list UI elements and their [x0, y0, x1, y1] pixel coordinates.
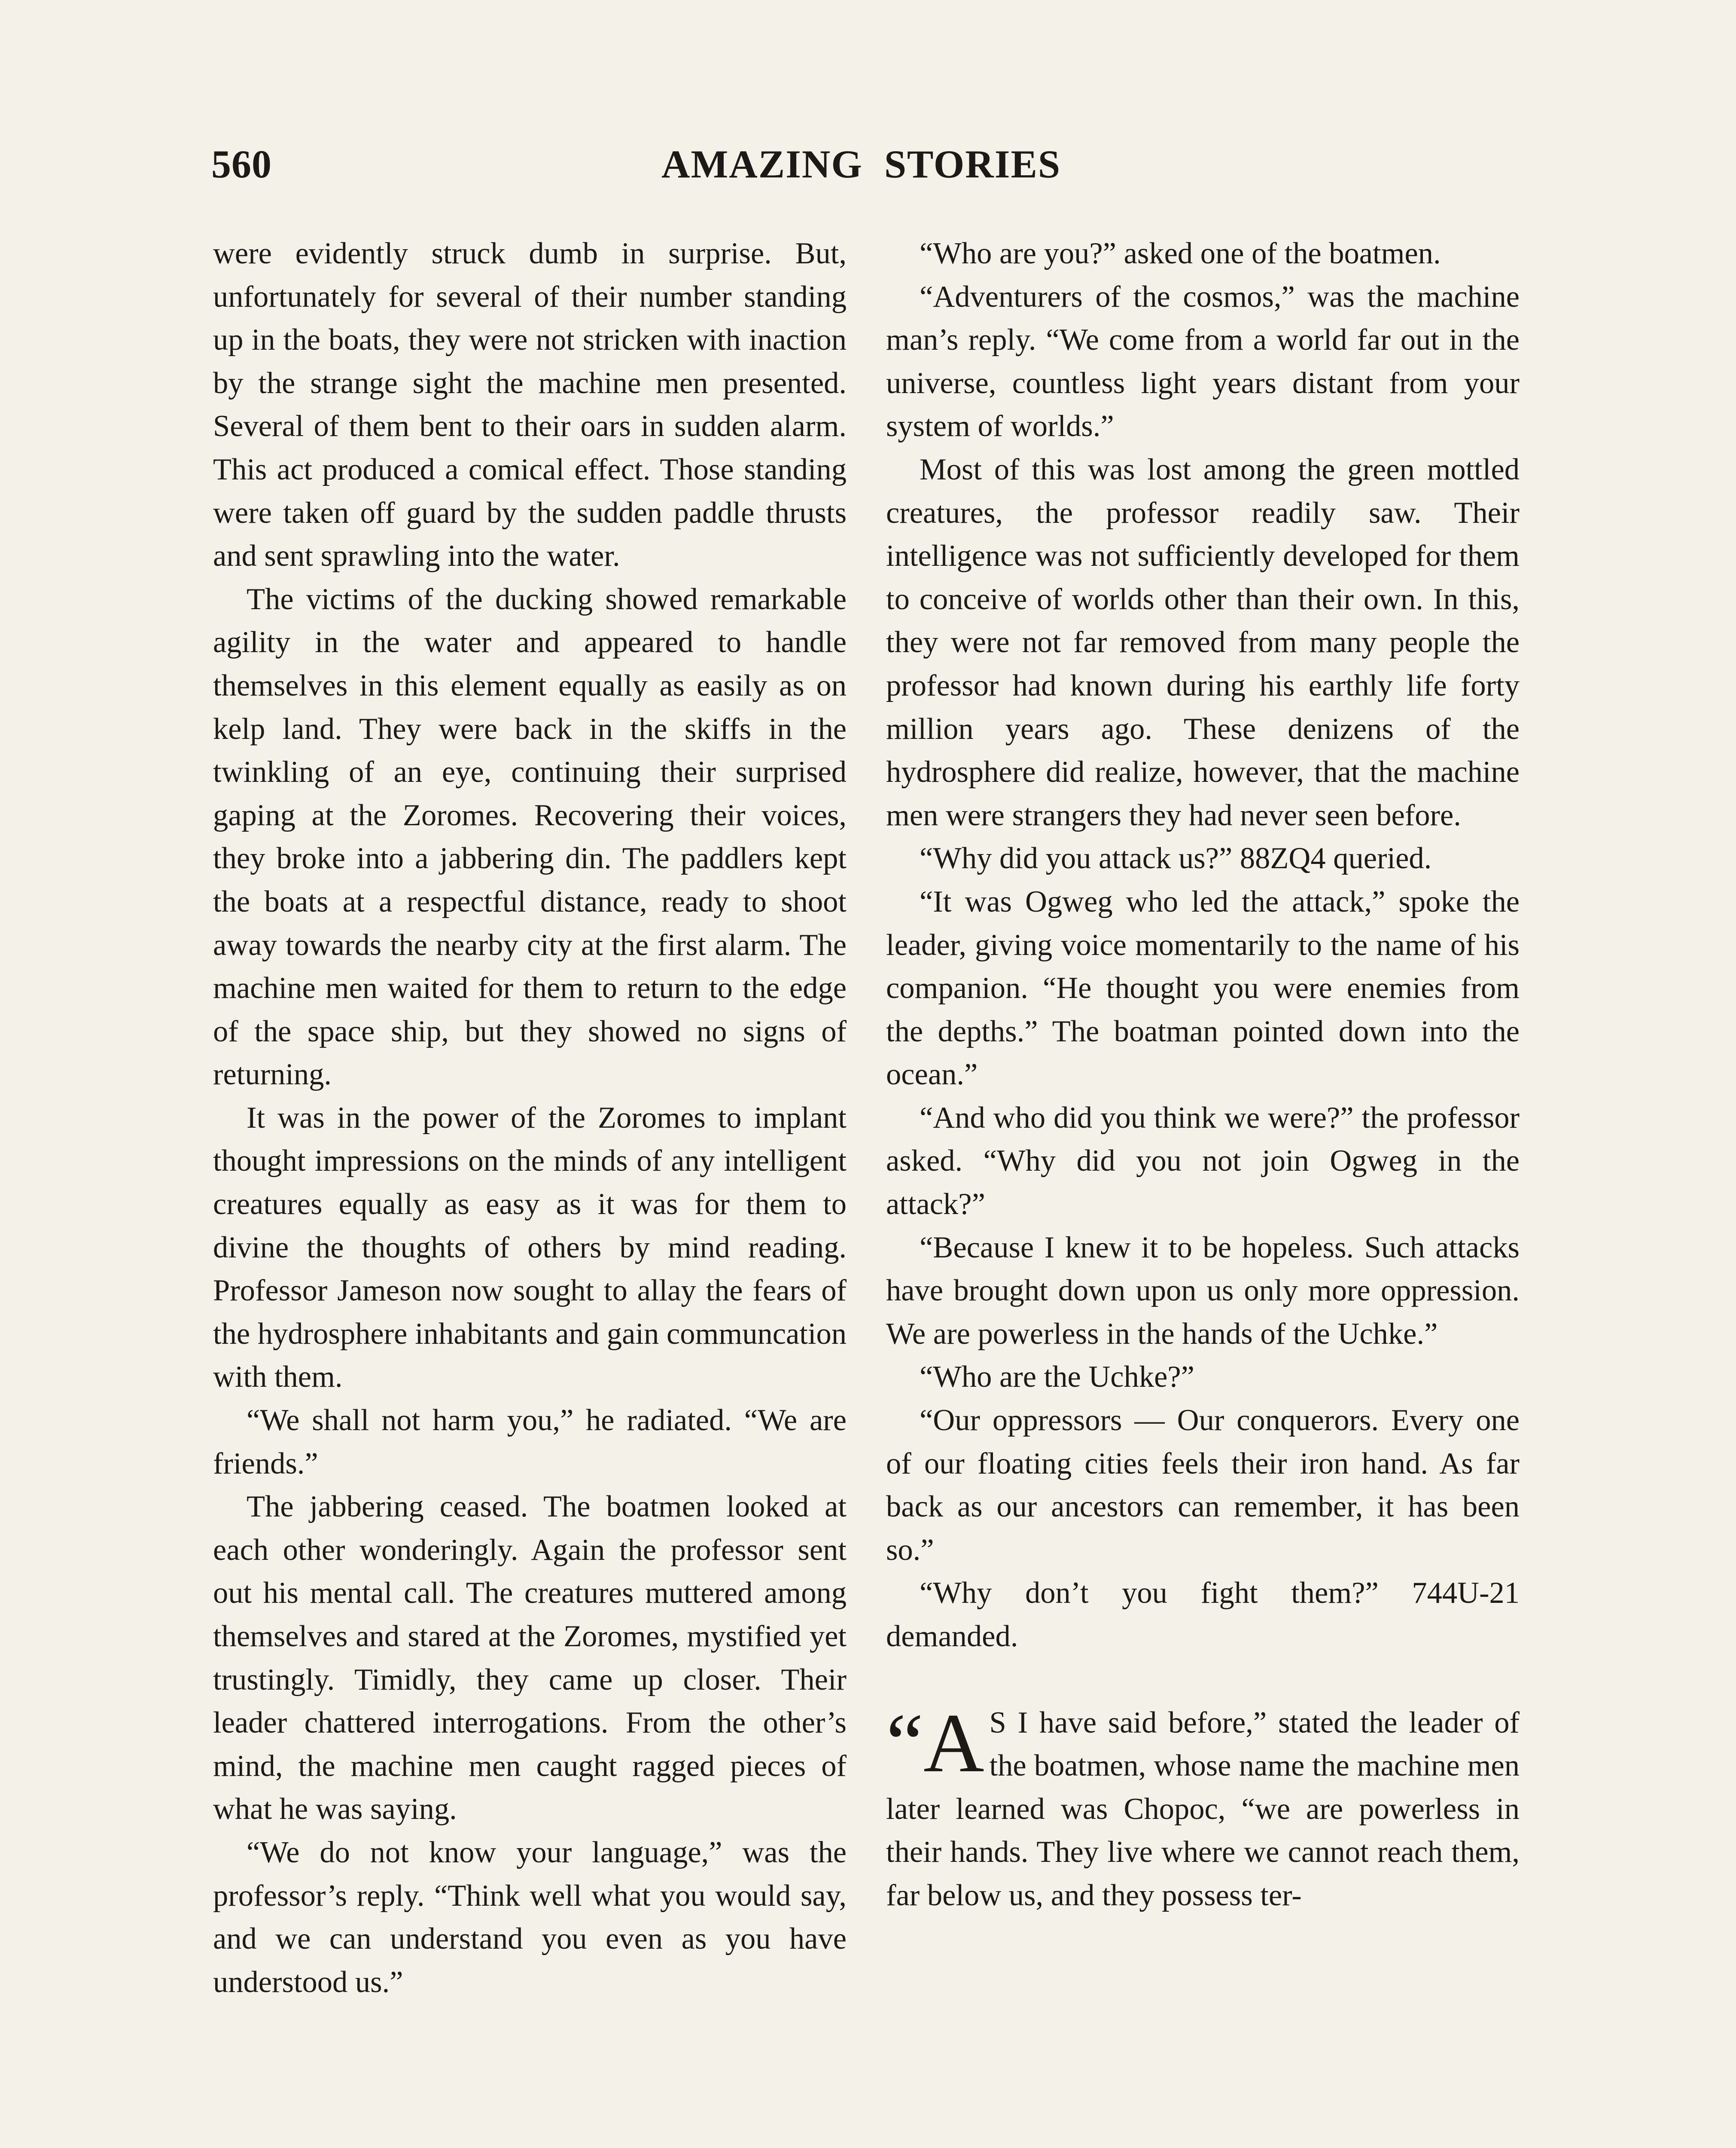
- paragraph: “We shall not harm you,” he radiated. “We are friends.”: [213, 1404, 847, 1480]
- paragraph: “And who did you think we were?” the professor asked. “Why did you not join Ogweg in the attack?”: [886, 1101, 1520, 1221]
- paragraph: “Why don’t you fight them?” 744U-21 demanded.: [886, 1576, 1520, 1653]
- section-start-paragraph: [886, 1696, 1520, 1917]
- page-header: [0, 138, 1736, 190]
- paragraph: The jabbering ceased. The boatmen looked at each other wonderingly. Again the professor sent out his mental call. The creatures muttered among themselves and stared at the Zoromes, mystified yet trustingly. Timidly, they came up closer. Their leader chattered interrogations. From the other’s mind, the machine men caught ragged pieces of what he was saying.: [213, 1490, 847, 1826]
- drop-cap: [886, 1696, 984, 1790]
- paragraph: Most of this was lost among the green mottled creatures, the professor readily saw. Their intelligence was not sufficiently developed for them to conceive of worlds other than their own. In this, they were not far removed from many people the professor had known during his earthly life forty million years ago. These denizens of the hydrosphere did realize, however, that the machine men were strangers they had never seen before.: [886, 452, 1520, 832]
- right-column: [886, 232, 1520, 1917]
- page-number: 560: [211, 142, 272, 186]
- paragraph: “Who are the Uchke?”: [920, 1360, 1194, 1394]
- left-column: [213, 232, 847, 2004]
- paragraph: “Because I knew it to be hopeless. Such attacks have brought down upon us only more oppression. We are powerless in the hands of the Uchke.”: [886, 1230, 1520, 1351]
- paragraph: “Why did you attack us?” 88ZQ4 queried.: [920, 842, 1432, 876]
- running-title: AMAZING STORIES: [661, 142, 1061, 186]
- paragraph: “We do not know your language,” was the professor’s reply. “Think well what you would say, and we can understand you even as you have understood us.”: [213, 1835, 847, 1999]
- paragraph: The victims of the ducking showed remarkable agility in the water and appeared to handle themselves in this element equally as easily as on kelp land. They were back in the skiffs in the twinkling of an eye, continuing their surprised gaping at the Zoromes. Recovering their voices, they broke into a jabbering din. The paddlers kept the boats at a respectful distance, ready to shoot away towards the nearby city at the first alarm. The machine men waited for them to return to the edge of the space ship, but they showed no signs of returning.: [213, 582, 847, 1092]
- paragraph: “Our oppressors — Our conquerors. Every one of our floating cities feels their iron hand. As far back as our ancestors can remember, it has been so.”: [886, 1404, 1520, 1567]
- paragraph: were evidently struck dumb in surprise. But, unfortunately for several of their number standing up in the boats, they were not stricken with inaction by the strange sight the machine men presented. Several of them bent to their oars in sudden alarm. This act produced a comical effect. Those standing were taken off guard by the sudden paddle thrusts and sent sprawling into the water.: [213, 237, 847, 573]
- section-start-text: S I have said before,” stated the leader of the boatmen, whose name the machine men later learned was Chopoc, “we are powerless in their hands. They live where we cannot reach them, far below us, and they possess ter-: [886, 1706, 1520, 1912]
- paragraph: “It was Ogweg who led the attack,” spoke the leader, giving voice momentarily to the name of his companion. “He thought you were enemies from the depths.” The boatman pointed down into the ocean.”: [886, 885, 1520, 1092]
- paragraph: “Who are you?” asked one of the boatmen.: [920, 237, 1441, 270]
- paragraph: “Adventurers of the cosmos,” was the machine man’s reply. “We come from a world far out in the universe, countless light years distant from your system of worlds.”: [886, 280, 1520, 443]
- drop-cap-letter: A: [923, 1696, 984, 1790]
- open-quote: “: [886, 1696, 923, 1790]
- paragraph: It was in the power of the Zoromes to implant thought impressions on the minds of any intelligent creatures equally as easy as it was for them to divine the thoughts of others by mind reading. Professor Jameson now sought to allay the fears of the hydrosphere inhabitants and gain communcation with them.: [213, 1101, 847, 1394]
